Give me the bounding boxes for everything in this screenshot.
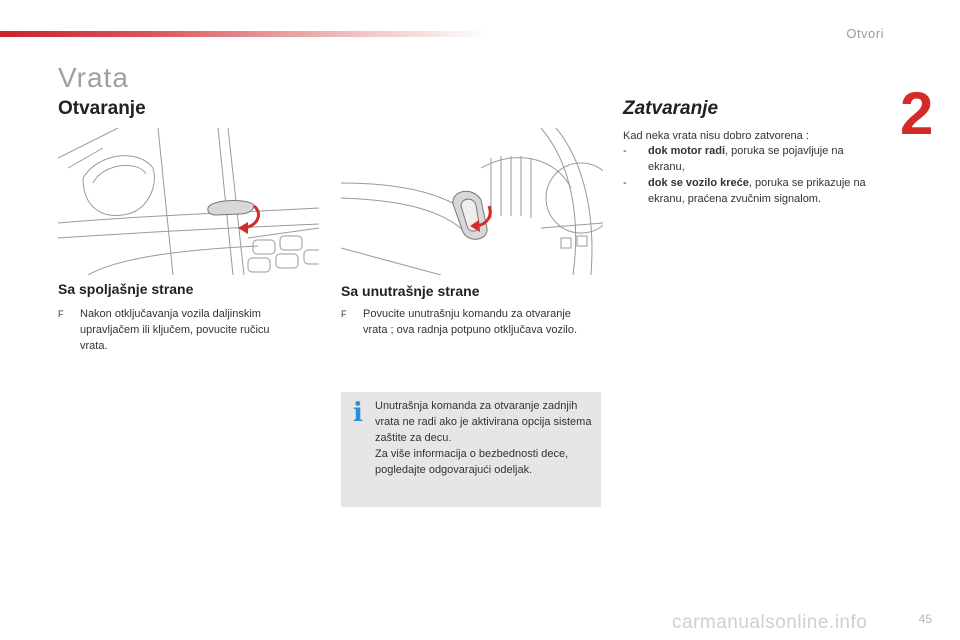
dash-mark: - (623, 177, 627, 189)
closing-heading: Zatvaranje (623, 98, 719, 119)
closing-item-text: , poruka se pojavljuje na ekranu, (648, 145, 844, 173)
closing-list (623, 143, 883, 207)
inside-instruction-text: Povucite unutrašnju komandu za otvaranje vrata ; ova radnja potpuno otključava vozilo. (363, 308, 578, 336)
inside-instruction (341, 306, 596, 338)
closing-item-bold: dok se vozilo kreće (648, 177, 749, 189)
outside-heading: Sa spoljašnje strane (58, 281, 194, 297)
header-accent-bar (0, 31, 490, 37)
closing-item-bold: dok motor radi (648, 145, 726, 157)
bullet-mark-icon: F (341, 309, 347, 319)
closing-intro: Kad neka vrata nisu dobro zatvorena : (623, 130, 809, 142)
info-text-line1: Unutrašnja komanda za otvaranje zadnjih vrata ne radi ako je aktivirana opcija sistema zaštite za decu. (375, 400, 592, 444)
list-item (623, 143, 883, 175)
inside-heading: Sa unutrašnje strane (341, 283, 480, 299)
section-label: Otvori (846, 26, 884, 41)
outside-door-handle-illustration (58, 128, 319, 275)
opening-heading: Otvaranje (58, 98, 146, 119)
page-number: 45 (918, 612, 932, 626)
dash-mark: - (623, 145, 627, 157)
info-icon: i (353, 398, 363, 428)
inside-door-handle-illustration (341, 128, 603, 275)
info-text-line2: Za više informacija o bezbednosti dece, pogledajte odgovarajući odeljak. (375, 448, 569, 476)
bullet-mark-icon: F (58, 309, 64, 319)
page-title: Vrata (58, 62, 129, 93)
closing-item-text: , poruka se prikazuje na ekranu, praćena zvučnim signalom. (648, 177, 866, 205)
outside-instruction-text: Nakon otključavanja vozila daljinskim upravljačem ili ključem, povucite ručicu vrata. (80, 308, 270, 352)
watermark: carmanualsonline.info (672, 612, 868, 633)
info-text (375, 398, 600, 478)
outside-instruction (58, 306, 298, 354)
info-box (341, 392, 601, 507)
list-item (623, 175, 883, 207)
chapter-number: 2 (900, 80, 934, 147)
